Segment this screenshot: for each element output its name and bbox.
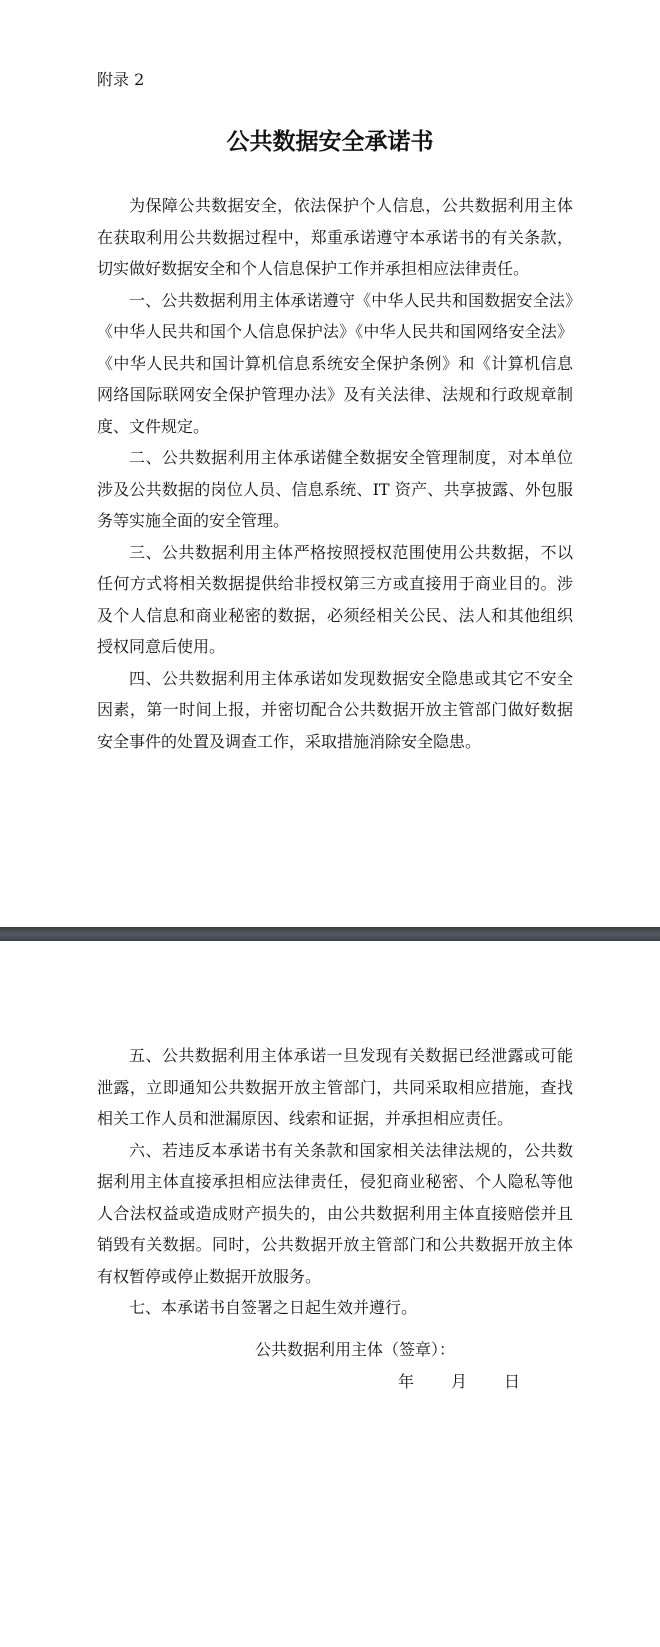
commitment-body-page-2 [97,1040,573,1324]
page-divider [0,927,660,941]
document-page-2 [0,941,660,1647]
annex-label: 附录 2 [97,70,145,89]
clause-4-paragraph: 四、公共数据利用主体承诺如发现数据安全隐患或其它不安全因素，第一时间上报，并密切配合公共数据开放主管部门做好数据安全事件的处置及调查工作，采取措施消除安全隐患。 [97,668,573,751]
signature-label: 公共数据利用主体（签章）： [255,1340,456,1359]
signature-date-line [398,1369,520,1395]
clause-6-paragraph: 六、若违反本承诺书有关条款和国家相关法律法规的，公共数据利用主体直接承担相应法律责任，侵犯商业秘密、个人隐私等他人合法权益或造成财产损失的，由公共数据利用主体直接赔偿并且销毁有关数据。同时，公共数据开放主管部门和公共数据开放主体有权暂停或停止数据开放服务。 [97,1140,573,1286]
document-title: 公共数据安全承诺书 [226,128,434,155]
clause-3-paragraph: 三、公共数据利用主体严格按照授权范围使用公共数据，不以任何方式将相关数据提供给非授权第三方或直接用于商业目的。涉及个人信息和商业秘密的数据，必须经相关公民、法人和其他组织授权同意后使用。 [97,542,573,656]
commitment-body-page-1 [97,190,573,757]
date-month-label: 月 [451,1372,468,1391]
clause-7-paragraph: 七、本承诺书自签署之日起生效并遵行。 [129,1298,418,1317]
date-day-label: 日 [504,1372,521,1391]
clause-5-paragraph: 五、公共数据利用主体承诺一旦发现有关数据已经泄露或可能泄露，立即通知公共数据开放主管部门，共同采取相应措施，查找相关工作人员和泄漏原因、线索和证据，并承担相应责任。 [97,1046,573,1128]
intro-paragraph: 为保障公共数据安全，依法保护个人信息，公共数据利用主体在获取利用公共数据过程中，郑重承诺遵守本承诺书的有关条款，切实做好数据安全和个人信息保护工作并承担相应法律责任。 [97,196,573,278]
clause-2-paragraph: 二、公共数据利用主体承诺健全数据安全管理制度，对本单位涉及公共数据的岗位人员、信息系统、IT 资产、共享披露、外包服务等实施全面的安全管理。 [97,448,573,530]
date-year-label: 年 [398,1372,415,1391]
clause-1-paragraph: 一、公共数据利用主体承诺遵守《中华人民共和国数据安全法》《中华人民共和国个人信息保护法》《中华人民共和国网络安全法》《中华人民共和国计算机信息系统安全保护条例》和《计算机信息网络国际联网安全保护管理办法》及有关法律、法规和行政规章制度、文件规定。 [97,290,573,436]
